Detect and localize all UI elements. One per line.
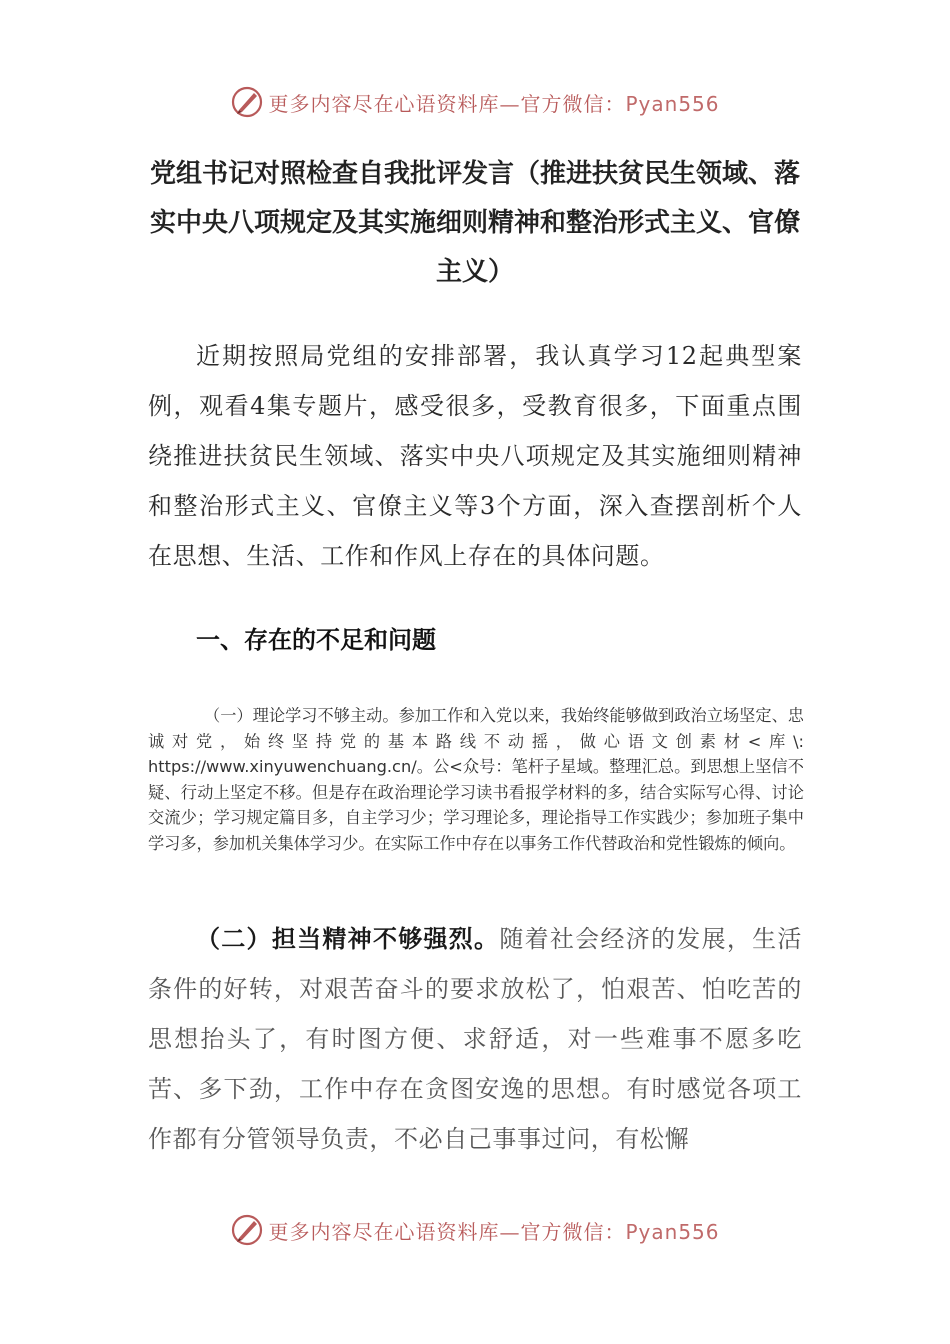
watermark-text: 更多内容尽在心语资料库—官方微信：Pyan556	[268, 1219, 720, 1244]
wechat-id: Pyan556	[625, 91, 720, 116]
pen-logo-icon	[230, 85, 264, 119]
intro-paragraph: 近期按照局党组的安排部署，我认真学习12起典型案例，观看4集专题片，感受很多，受教育很多，下面重点围绕推进扶贫民生领域、落实中央八项规定及其实施细则精神和整治形式主义、官僚主义等3个方面，深入查摆剖析个人在思想、生活、工作和作风上存在的具体问题。	[148, 342, 802, 570]
watermark-banner-bottom	[0, 1208, 950, 1252]
document-title: 党组书记对照检查自我批评发言（推进扶贫民生领域、落实中央八项规定及其实施细则精神和整治形式主义、官僚主义）	[149, 159, 800, 287]
item-2-body: 随着社会经济的发展，生活条件的好转，对艰苦奋斗的要求放松了，怕艰苦、怕吃苦的思想抬头了，有时图方便、求舒适，对一些难事不愿多吃苦、多下劲，工作中存在贪图安逸的思想。有时感觉各项工作都有分管领导负责，不必自己事事过问，有松懈	[148, 925, 803, 1153]
item-2-lead: （二）担当精神不够强烈。	[196, 925, 500, 953]
section-heading-problems: 一、存在的不足和问题	[196, 626, 436, 654]
item-1-paragraph: （一）理论学习不够主动。参加工作和入党以来，我始终能够做到政治立场坚定、忠诚对党，始终坚持党的基本路线不动摇，做心语文创素材<库\: https://www.xinyuwenchuang.cn/。公<众号：笔杆子星域。整理汇总。到思想上坚信不疑、行动上坚定不移。但是存在政治理论学习读书看报学材料的多，结合实际写心得、讨论交流少；学习规定篇目多，自主学习少；学习理论多，理论指导工作实践少；参加班子集中学习多，参加机关集体学习少。在实际工作中存在以事务工作代替政治和党性锻炼的倾向。	[148, 706, 804, 853]
item-2-paragraph	[148, 914, 802, 1164]
watermark-banner-top	[0, 80, 950, 124]
wechat-id: Pyan556	[625, 1219, 720, 1244]
pen-logo-icon	[230, 1213, 264, 1247]
watermark-text: 更多内容尽在心语资料库—官方微信：Pyan556	[268, 91, 720, 116]
